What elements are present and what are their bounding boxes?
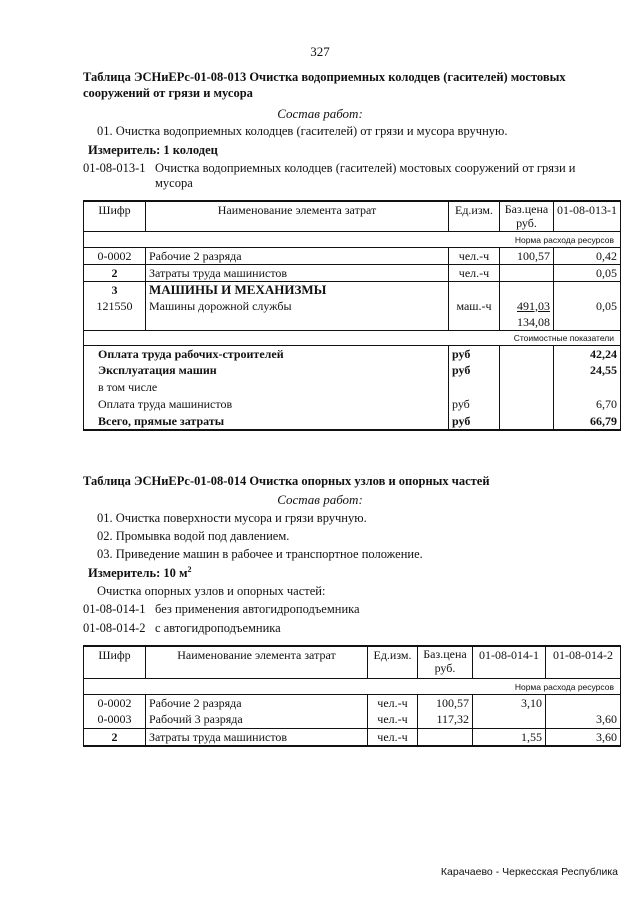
- machine-name-cell: [146, 281, 449, 330]
- header-price: [500, 201, 554, 231]
- total-unit: руб: [449, 396, 500, 413]
- table2-code-desc: с автогидроподъемника: [155, 621, 281, 635]
- table2-works-heading: Состав работ:: [277, 492, 363, 507]
- cell-unit: чел.-ч: [449, 264, 500, 281]
- total-value: [554, 379, 621, 396]
- table-row: [84, 247, 621, 264]
- cell-shifr: 0-0002: [84, 694, 146, 711]
- cell-price: [418, 728, 473, 746]
- cell-unit: чел.-ч: [368, 711, 418, 728]
- cell-price: [500, 264, 554, 281]
- cell-shifr: 0-0003: [84, 711, 146, 728]
- header-col2: 01-08-014-2: [546, 646, 621, 678]
- table1-title-line1: Таблица ЭСНиЕРс-01-08-013 Очистка водоприемных колодцев (гасителей) мостовых: [83, 70, 566, 84]
- table1-works-heading: Состав работ:: [277, 106, 363, 121]
- table-row: [84, 264, 621, 281]
- header-unit: Ед.изм.: [449, 201, 500, 231]
- cell-price: 117,32: [418, 711, 473, 728]
- cell-value-2: 3,60: [546, 711, 621, 728]
- header-price-line1: Баз.цена: [504, 202, 549, 216]
- cell-name: Рабочие 2 разряда: [146, 247, 449, 264]
- table2-meter: Измеритель: 10 $м^2$: [88, 565, 192, 581]
- header-price-line2: руб.: [434, 661, 456, 675]
- norm-label: Норма расхода ресурсов: [84, 678, 621, 694]
- table1-code-desc-line1: Очистка водоприемных колодцев (гасителей) мостовых сооружений от грязи и: [155, 161, 576, 175]
- cell-unit: чел.-ч: [449, 247, 500, 264]
- cell-value-2: 3,60: [546, 728, 621, 746]
- header-name: Наименование элемента затрат: [146, 201, 449, 231]
- total-unit: руб: [449, 345, 500, 362]
- machine-name: Машины дорожной службы: [149, 298, 292, 313]
- total-unit: руб: [449, 413, 500, 430]
- total-row: [84, 345, 621, 362]
- table1-meter: Измеритель: 1 колодец: [88, 143, 218, 157]
- total-value: 66,79: [554, 413, 621, 430]
- cell-name: Рабочий 3 разряда: [146, 711, 368, 728]
- table1-title-line2: сооружений от грязи и мусора: [83, 86, 253, 100]
- cell-name: Затраты труда машинистов: [146, 728, 368, 746]
- total-row: [84, 362, 621, 379]
- machine-value-cell: [554, 281, 621, 330]
- norm-label: Норма расхода ресурсов: [84, 231, 621, 247]
- machine-price-1: 491,03: [517, 298, 550, 313]
- total-value: 42,24: [554, 345, 621, 362]
- total-row: [84, 396, 621, 413]
- table2-title: Таблица ЭСНиЕРс-01-08-014 Очистка опорных узлов и опорных частей: [83, 474, 490, 488]
- total-name: Оплата труда рабочих-строителей: [84, 345, 449, 362]
- table-row: [84, 281, 621, 330]
- machine-shifr-cell: [84, 281, 146, 330]
- cell-value-1: 3,10: [473, 694, 546, 711]
- table1-code: 01-08-013-1: [83, 161, 146, 175]
- total-unit: руб: [449, 362, 500, 379]
- table2-subtitle: Очистка опорных узлов и опорных частей:: [97, 584, 326, 598]
- section-title: МАШИНЫ И МЕХАНИЗМЫ: [149, 281, 327, 297]
- cell-shifr: 2: [84, 264, 146, 281]
- table2-code: 01-08-014-2: [83, 621, 146, 635]
- table1-work-item: 01. Очистка водоприемных колодцев (гасителей) от грязи и мусора вручную.: [97, 124, 508, 138]
- cost-label: Стоимостные показатели: [84, 330, 621, 345]
- header-price-line1: Баз.цена: [423, 647, 467, 661]
- cell-value: 0,42: [554, 247, 621, 264]
- total-unit: [449, 379, 500, 396]
- section-number: 3: [111, 282, 118, 297]
- machine-price-2: 134,08: [517, 314, 550, 329]
- table2-work-item: 03. Приведение машин в рабочее и транспортное положение.: [97, 547, 423, 561]
- total-row: [84, 413, 621, 430]
- cell-price: 100,57: [500, 247, 554, 264]
- cell-value-2: [546, 694, 621, 711]
- machine-price-cell: [500, 281, 554, 330]
- header-shifr: Шифр: [84, 646, 146, 678]
- machine-value: 0,05: [596, 298, 617, 313]
- table2-code-desc: без применения автогидроподъемника: [155, 602, 360, 616]
- table-row: [84, 694, 621, 711]
- resource-table-1: [83, 200, 621, 431]
- machine-unit-cell: [449, 281, 500, 330]
- total-value: 24,55: [554, 362, 621, 379]
- resource-table-2: [83, 645, 621, 747]
- cell-unit: чел.-ч: [368, 728, 418, 746]
- cell-name: Затраты труда машинистов: [146, 264, 449, 281]
- page-number: 327: [310, 44, 330, 59]
- cell-value-1: [473, 711, 546, 728]
- header-shifr: Шифр: [84, 201, 146, 231]
- total-name: Оплата труда машинистов: [84, 396, 449, 413]
- total-name: Всего, прямые затраты: [84, 413, 449, 430]
- machine-shifr: 121550: [96, 298, 133, 313]
- total-row: [84, 379, 621, 396]
- header-price-line2: руб.: [516, 216, 537, 230]
- header-price: [418, 646, 473, 678]
- footer-region: Карачаево - Черкесская Республика: [440, 866, 618, 878]
- table-row: [84, 728, 621, 746]
- total-value: 6,70: [554, 396, 621, 413]
- total-name: Эксплуатация машин: [84, 362, 449, 379]
- total-name: в том числе: [84, 379, 449, 396]
- header-col1: 01-08-014-1: [473, 646, 546, 678]
- table-row: [84, 711, 621, 728]
- cell-shifr: 2: [84, 728, 146, 746]
- table2-work-item: 01. Очистка поверхности мусора и грязи вручную.: [97, 511, 367, 525]
- header-name: Наименование элемента затрат: [146, 646, 368, 678]
- cell-value: 0,05: [554, 264, 621, 281]
- machine-unit: маш.-ч: [456, 298, 492, 313]
- table2-code: 01-08-014-1: [83, 602, 146, 616]
- header-unit: Ед.изм.: [368, 646, 418, 678]
- meter-superscript: 2: [187, 565, 192, 574]
- table1-code-desc-line2: мусора: [155, 176, 193, 190]
- cell-unit: чел.-ч: [368, 694, 418, 711]
- cell-shifr: 0-0002: [84, 247, 146, 264]
- header-col: 01-08-013-1: [554, 201, 621, 231]
- cell-name: Рабочие 2 разряда: [146, 694, 368, 711]
- cell-price: 100,57: [418, 694, 473, 711]
- table2-work-item: 02. Промывка водой под давлением.: [97, 529, 290, 543]
- cell-value-1: 1,55: [473, 728, 546, 746]
